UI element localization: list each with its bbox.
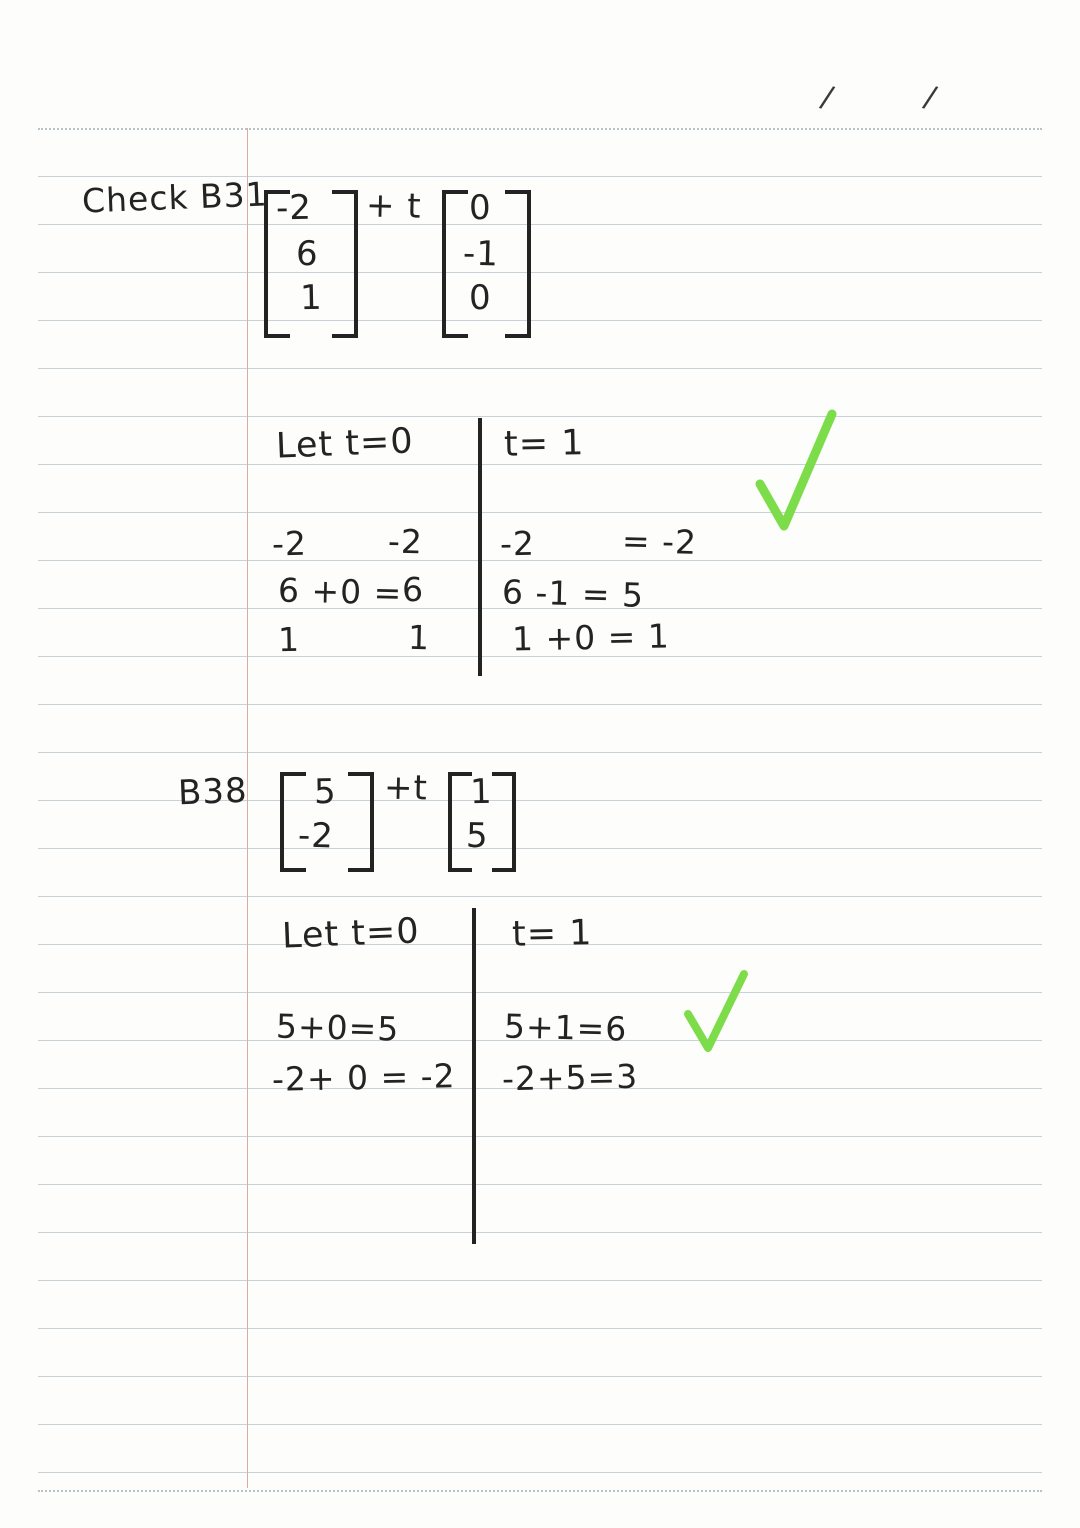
date-slash-1: / [817,79,837,116]
vector-a2-right-bracket [348,772,374,872]
rule-line [38,752,1042,753]
vector-b-row-1: 0 [468,187,493,229]
vector-b2-row-2: 5 [465,815,490,857]
vector-a-row-3: 1 [299,277,324,319]
case-left-result-1: -2 [387,521,424,562]
problem-2-label: B38 [177,770,249,814]
case-left-line-2b: -2+ 0 = -2 [271,1056,456,1099]
case-left-line-3: 1 [277,619,301,660]
rule-line [38,1136,1042,1137]
vector-b2-row-1: 1 [469,771,494,813]
rule-line [38,1424,1042,1425]
rule-line [38,1328,1042,1329]
vector-b-right-bracket [505,190,531,338]
case-divider-2 [472,908,476,1244]
rule-line [38,1472,1042,1473]
rule-line [38,560,1042,561]
case-right-line-1: -2 [499,523,536,564]
vector-a-row-1: -2 [275,187,313,229]
case-left-result-3: 1 [407,617,431,658]
rule-line [38,1232,1042,1233]
rule-line [38,464,1042,465]
vector-a2-row-2: -2 [297,815,335,857]
case-right-header-1: t= 1 [503,423,585,465]
case-right-header-2: t= 1 [511,913,593,955]
rule-line [38,224,1042,225]
vector-a-right-bracket [332,190,358,338]
case-left-line-2a: 5+0=5 [275,1006,400,1049]
problem-1-label: Check B31 [81,174,269,221]
case-left-line-2: 6 +0 = [277,570,403,613]
case-divider-1 [478,418,482,676]
case-left-header-2: Let t=0 [281,911,421,957]
rule-line [38,320,1042,321]
case-right-line-3: 1 +0 = 1 [511,616,671,659]
rule-line [38,704,1042,705]
case-left-header-1: Let t=0 [275,421,415,467]
vector-b-row-2: -1 [462,233,500,275]
check-mark-icon-2 [682,968,752,1056]
rule-line [38,992,1042,993]
vector-a-row-2: 6 [295,233,320,275]
rule-line [38,368,1042,369]
vector-b2-right-bracket [492,772,516,872]
rule-line [38,512,1042,513]
case-right-line-2a: 5+1=6 [503,1006,628,1049]
rule-line [38,1490,1042,1492]
case-right-line-2: 6 -1 = 5 [501,572,645,615]
rule-line [38,896,1042,897]
date-slash-2: / [920,79,940,116]
case-left-result-2: 6 [401,569,425,610]
check-mark-icon-1 [752,404,842,534]
rule-line [38,848,1042,849]
case-left-line-1: -2 [271,523,308,564]
rule-line [38,128,1042,130]
vector-a2-row-1: 5 [313,771,338,813]
rule-line [38,1376,1042,1377]
case-right-line-2b: -2+5=3 [501,1056,639,1099]
rule-line [38,1280,1042,1281]
rule-line [38,416,1042,417]
rule-line [38,1184,1042,1185]
plus-t-operator-1: + t [365,185,423,227]
rule-line [38,272,1042,273]
case-right-first-result: = -2 [621,521,698,562]
vector-b-row-3: 0 [468,277,493,319]
plus-t-operator-2: +t [383,767,429,809]
